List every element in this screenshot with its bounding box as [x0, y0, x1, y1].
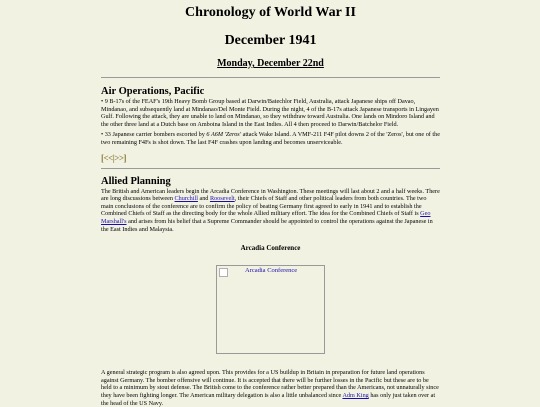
section-title-air-operations: Air Operations, Pacific [101, 86, 205, 97]
air-ops-paragraph-1: • 9 B-17s of the FEAF's 19th Heavy Bomb Group based at Darwin/Batechlor Field, Australia, attack Japanese ships off Davao, Mindanao, and subsequently land at Mindanao/Del Monte Field. During the night, 4 of the B-17s attack Japanese transports in Lingayen Gulf. Following the attack, they are unable to land on Mindanao, so they withdraw toward Australia. One lands on Mindoro Island and the other three land at a Dutch base on Amboina Island in the East Indies. All 4 then proceed to Darwin/Batchelor Field. [101, 98, 439, 128]
month-title: December 1941 [224, 33, 317, 48]
allied-paragraph-1: The British and American leaders begin the Arcadia Conference in Washington. These meetings will last about 2 and a half weeks. There are long discussions between Churchill and Roosevelt, their Chiefs of Staff and other political leaders from both countries. The two main conclusions of the conference are to confirm the policy of beating Germany first agreed to early in 1941 and to establish the Combined Chiefs of Staff as the directing body for the whole Allied military effort. The idea for the Combined Chiefs of Staff is Geo Marshall's and arises from his belief that a Supreme Commander should be appointed to control the operations against the Japanese in the East Indies and Malaysia. [101, 187, 440, 233]
broken-image-icon [219, 268, 228, 277]
next-link[interactable]: >>] [114, 152, 127, 163]
roosevelt-link[interactable]: Roosevelt [209, 195, 235, 203]
divider [101, 77, 440, 78]
date-heading: Monday, December 22nd [217, 58, 324, 69]
divider [101, 168, 440, 169]
prev-link[interactable]: [<< [101, 152, 113, 163]
image-caption: Arcadia Conference [240, 244, 301, 253]
nav-separator: | [112, 152, 115, 163]
section-title-allied-planning: Allied Planning [101, 175, 171, 187]
air-ops-paragraph-2: • 33 Japanese carrier bombers escorted by 6 A6M 'Zeros' attack Wake Island. A VMF-211 F4F pilot downs 2 of the 'Zeros', but one of the two remaining F4Fs is shot down. The last F4F crashes upon landing and becomes unserviceable. [101, 131, 440, 146]
marshall-link[interactable]: Geo Marshall's [101, 210, 431, 225]
allied-paragraph-2: A general strategic program is also agreed upon. This provides for a US buildup in Britain in preparation for future land operations against Germany. The bomber offensive will continue. It is accepted that there will be further losses in the Pacific but these are to be held to a minimum by stout defense. The British come to the conference rather better prepared than the Americans, not unnaturally since they have been fighting longer. The American military delegation is also a little unbalanced since Adm King has only just taken over at the head of the US Navy. [101, 369, 439, 407]
arcadia-conference-image[interactable] [216, 265, 325, 354]
image-alt-text: Arcadia Conference [245, 267, 298, 275]
king-link[interactable]: Adm King [342, 391, 369, 399]
prev-next-nav [101, 153, 440, 163]
churchill-link[interactable]: Churchill [174, 195, 198, 203]
page-title: Chronology of World War II [185, 5, 356, 20]
